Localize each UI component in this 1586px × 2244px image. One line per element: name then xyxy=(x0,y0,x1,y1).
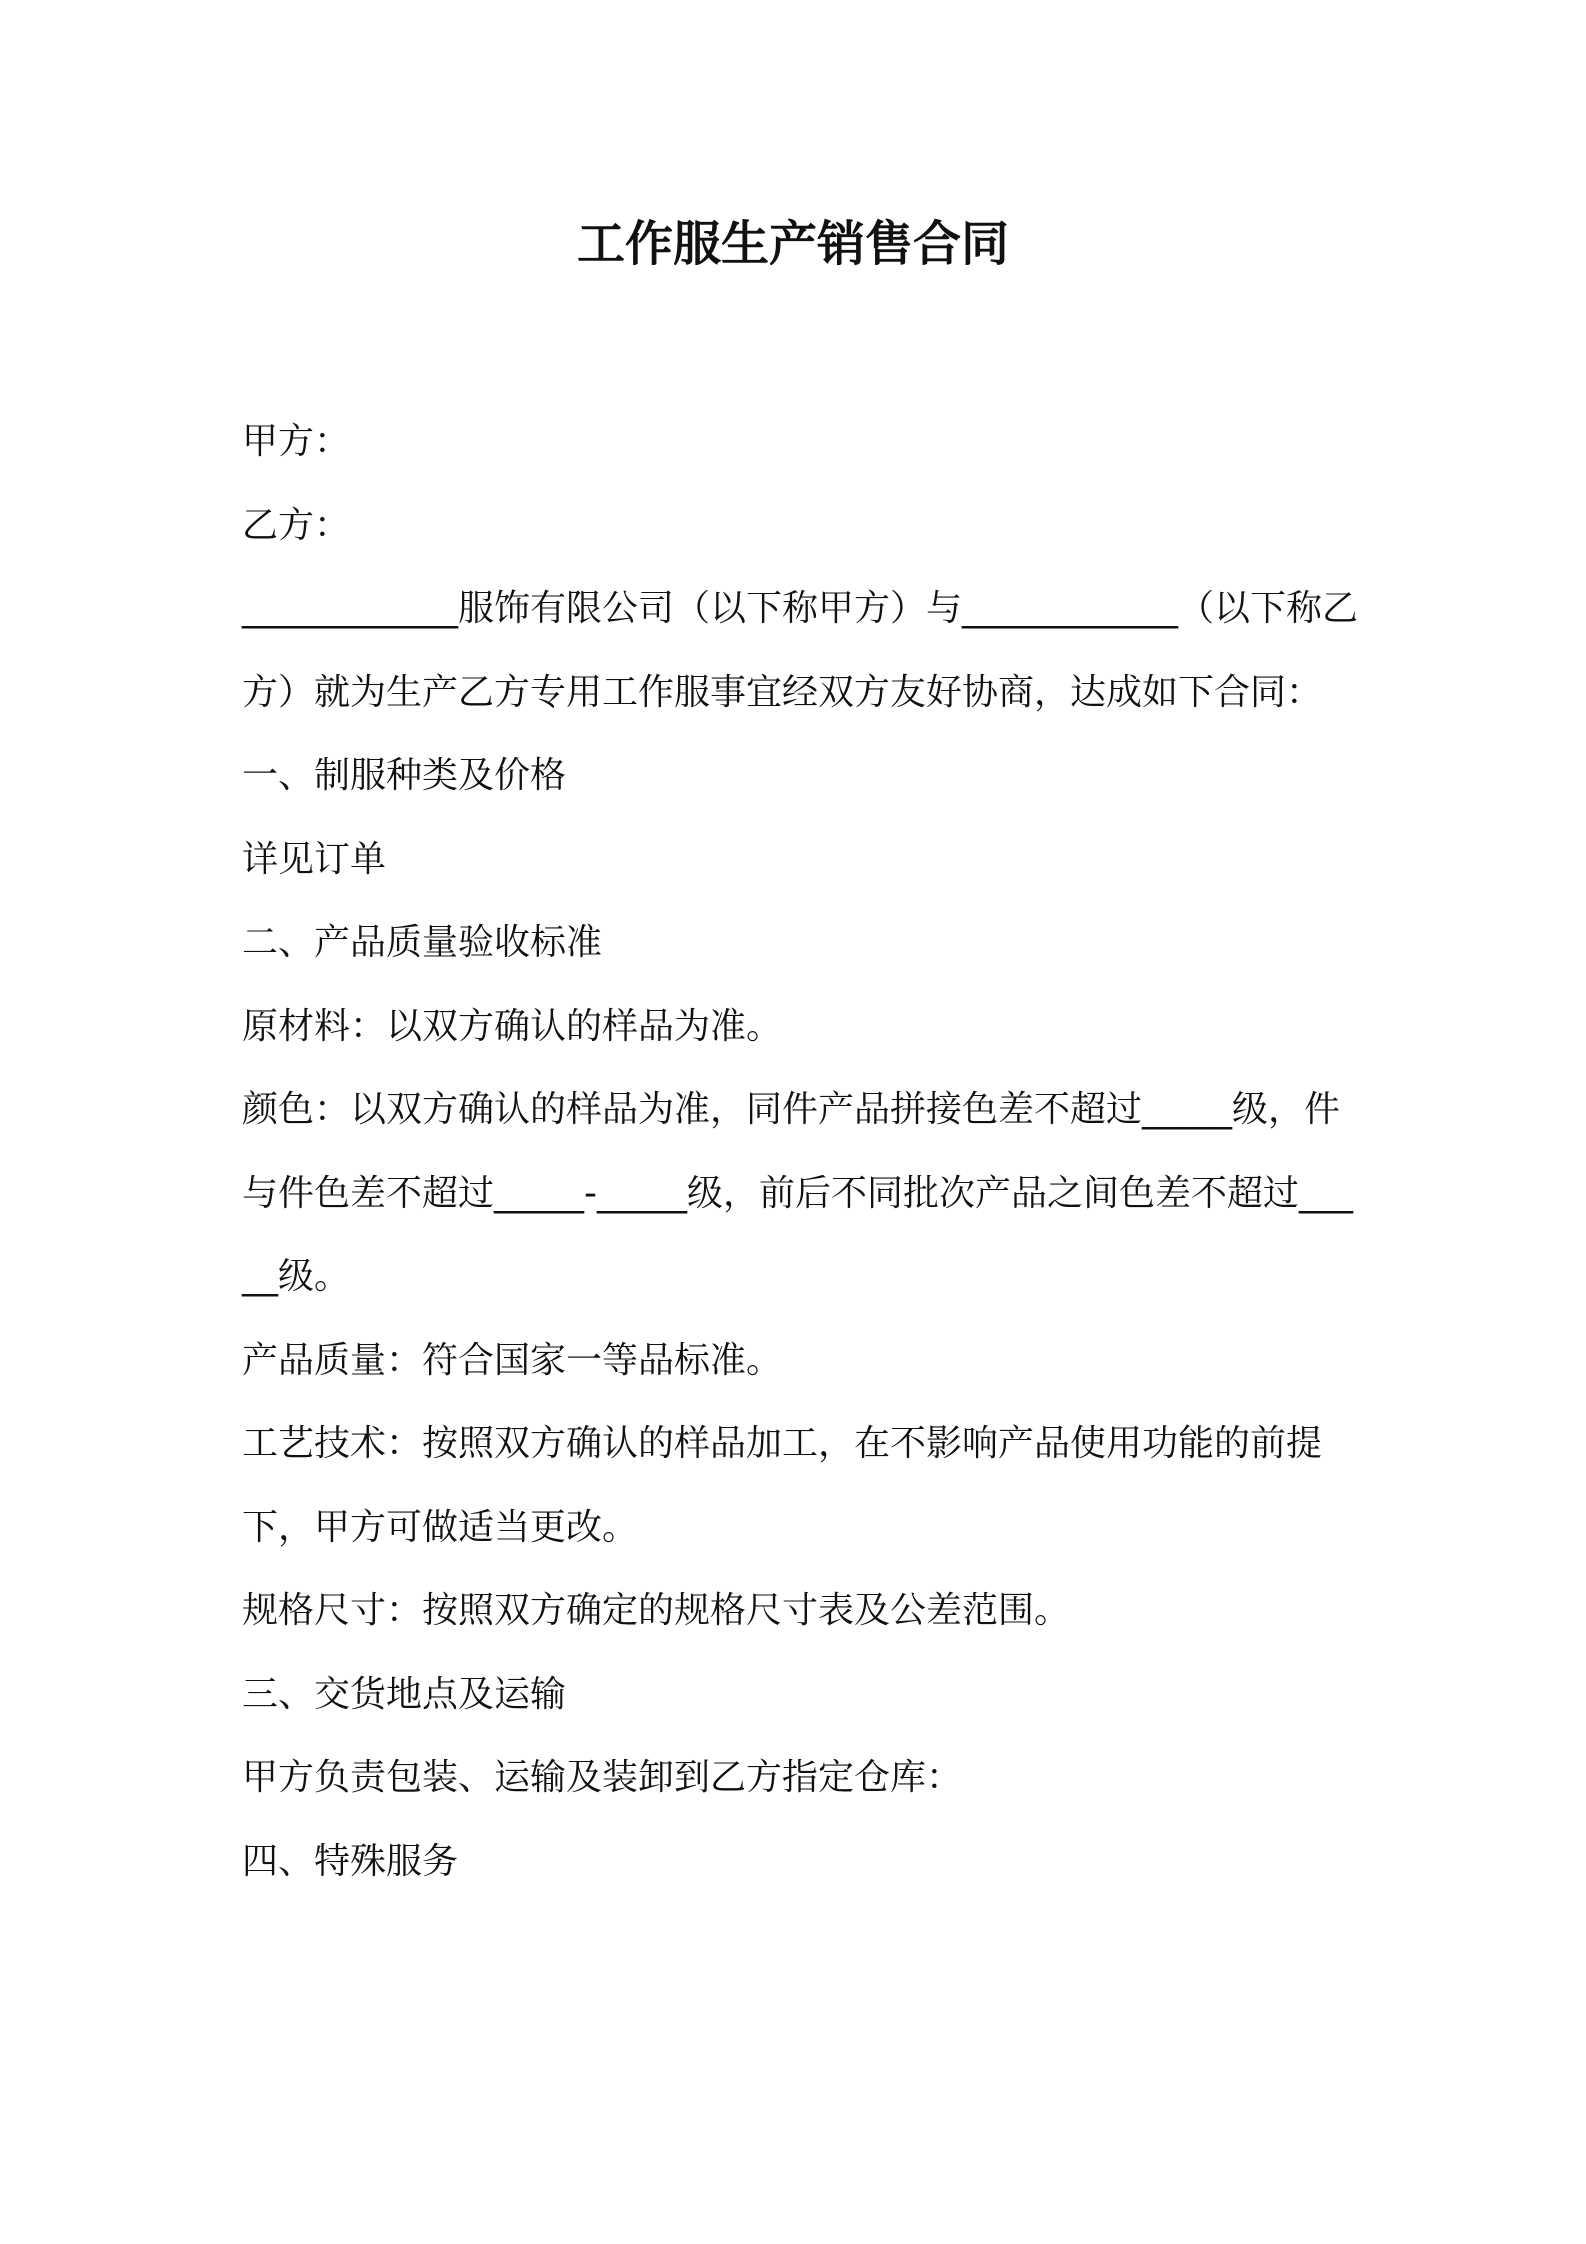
section-3-text: 甲方负责包装、运输及装卸到乙方指定仓库： xyxy=(242,1757,963,1798)
specifications-clause: 规格尺寸：按照双方确定的规格尺寸表及公差范围。 xyxy=(242,1590,1071,1631)
section-3-heading: 三、交货地点及运输 xyxy=(242,1673,567,1715)
section-2-heading: 二、产品质量验收标准 xyxy=(242,922,603,963)
section-4-heading: 四、特殊服务 xyxy=(242,1840,459,1882)
craftsmanship-clause: 工艺技术：按照双方确认的样品加工，在不影响产品使用功能的前提下，甲方可做适当更改。 xyxy=(242,1423,1323,1548)
product-quality-clause: 产品质量：符合国家一等品标准。 xyxy=(242,1339,783,1381)
party-a-line: 甲方： xyxy=(242,421,351,462)
document-title: 工作服生产销售合同 xyxy=(576,216,1009,272)
section-1-heading: 一、制服种类及价格 xyxy=(242,755,567,796)
party-b-line: 乙方： xyxy=(242,504,351,546)
intro-paragraph: ____________服饰有限公司（以下称甲方）与____________（以下称乙方）就为生产乙方专用工作服事宜经双方友好协商，达成如下合同： xyxy=(242,588,1359,713)
section-1-text: 详见订单 xyxy=(242,838,387,880)
raw-material-clause: 原材料：以双方确认的样品为准。 xyxy=(242,1005,783,1047)
document-body xyxy=(242,400,1362,1903)
color-clause: 颜色：以双方确认的样品为准，同件产品拼接色差不超过_____级，件与件色差不超过_____-_____级，前后不同批次产品之间色差不超过_____级。 xyxy=(242,1089,1353,1297)
